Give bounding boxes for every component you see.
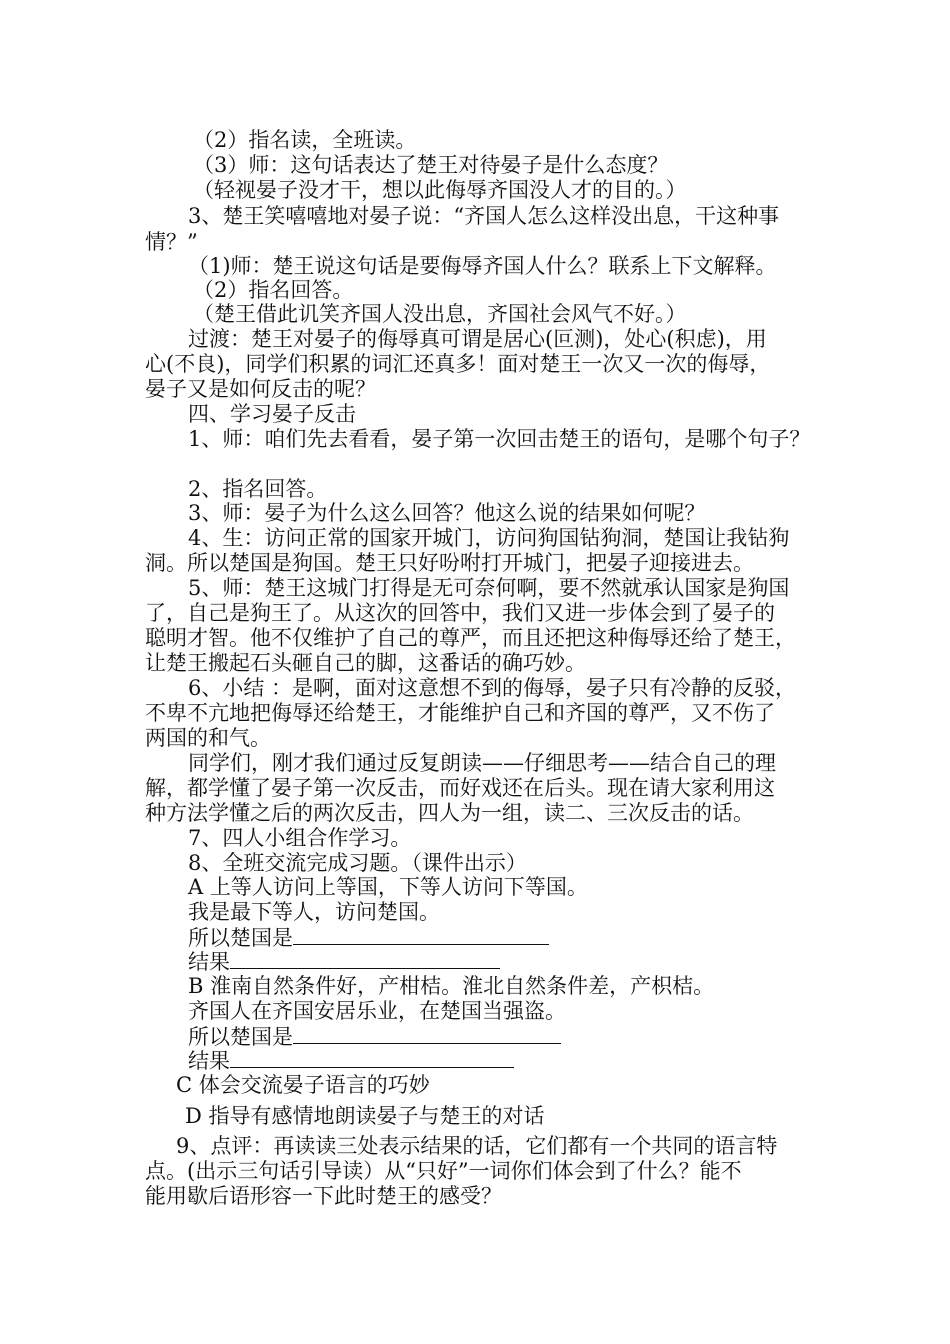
text-line: （3）师：这句话表达了楚王对待晏子是什么态度？	[193, 153, 669, 177]
text-line: （1)师：楚王说这句话是要侮辱齐国人什么？联系上下文解释。	[188, 254, 777, 278]
fill-label: 所以楚国是	[188, 926, 293, 950]
text-line: 4、生：访问正常的国家开城门，访问狗国钻狗洞，楚国让我钻狗	[188, 526, 790, 550]
exercise-b: B 淮南自然条件好，产柑桔。淮北自然条件差，产枳桔。	[188, 974, 715, 998]
text-line: 3、楚王笑嘻嘻地对晏子说：“齐国人怎么这样没出息，干这种事	[188, 204, 780, 228]
text-line: 8、全班交流完成习题。（课件出示）	[188, 851, 527, 875]
text-line: 6、小结 ：是啊，面对这意想不到的侮辱，晏子只有冷静的反驳，	[188, 676, 797, 700]
fill-line	[188, 1047, 514, 1074]
text-line: 点。(出示三句话引导读）从“只好”一词你们体会到了什么？能不	[145, 1159, 742, 1183]
text-line: 心(不良)，同学们积累的词汇还真多！面对楚王一次又一次的侮辱，	[145, 352, 771, 376]
fill-label: 结果	[188, 1049, 230, 1073]
text-line: （楚王借此讥笑齐国人没出息，齐国社会风气不好。）	[193, 302, 687, 326]
text-line: 3、师：晏子为什么这么回答？他这么说的结果如何呢？	[188, 501, 706, 525]
text-line: 我是最下等人，访问楚国。	[188, 900, 440, 924]
section-heading: 四、学习晏子反击	[188, 402, 356, 426]
text-line: （轻视晏子没才干，想以此侮辱齐国没人才的目的。）	[193, 178, 687, 202]
text-line: 聪明才智。他不仅维护了自己的尊严，而且还把这种侮辱还给了楚王，	[145, 626, 796, 650]
text-line: 5、师：楚王这城门打得是无可奈何啊，要不然就承认国家是狗国	[188, 576, 790, 600]
text-line: 两国的和气。	[145, 726, 271, 750]
text-line: 洞。所以楚国是狗国。楚王只好吩咐打开城门，把晏子迎接进去。	[145, 551, 754, 575]
exercise-d: D 指导有感情地朗读晏子与楚王的对话	[185, 1104, 545, 1128]
exercise-c: C 体会交流晏子语言的巧妙	[176, 1073, 430, 1097]
fill-line	[188, 1023, 561, 1050]
answer-blank	[293, 924, 549, 945]
answer-blank	[293, 1023, 561, 1044]
text-line: （2）指名回答。	[193, 278, 354, 302]
text-line: 同学们，刚才我们通过反复朗读——仔细思考——结合自己的理	[188, 751, 776, 775]
exercise-a: A 上等人访问上等国，下等人访问下等国。	[188, 875, 588, 899]
text-line: （2）指名读，全班读。	[193, 128, 417, 152]
text-line: 2、指名回答。	[188, 477, 328, 501]
fill-label: 结果	[188, 950, 230, 974]
text-line: 9、点评：再读读三处表示结果的话，它们都有一个共同的语言特	[176, 1134, 778, 1158]
text-line: 让楚王搬起石头砸自己的脚，这番话的确巧妙。	[145, 651, 586, 675]
text-line: 不卑不亢地把侮辱还给楚王，才能维护自己和齐国的尊严，又不伤了	[145, 701, 775, 725]
fill-label: 所以楚国是	[188, 1025, 293, 1049]
text-line: 1、师：咱们先去看看，晏子第一次回击楚王的语句，是哪个句子？	[188, 427, 811, 451]
text-line: 过渡：楚王对晏子的侮辱真可谓是居心(叵测)，处心(积虑)，用	[188, 327, 767, 351]
fill-line	[188, 948, 500, 975]
text-line: 能用歇后语形容一下此时楚王的感受？	[145, 1184, 502, 1208]
text-line: 种方法学懂之后的两次反击，四人为一组，读二、三次反击的话。	[145, 801, 754, 825]
fill-line	[188, 924, 549, 951]
answer-blank	[230, 1047, 514, 1068]
text-line: 解，都学懂了晏子第一次反击，而好戏还在后头。现在请大家利用这	[145, 776, 775, 800]
text-line: 情？”	[145, 230, 198, 254]
text-line: 了，自己是狗王了。从这次的回答中，我们又进一步体会到了晏子的	[145, 601, 775, 625]
answer-blank	[230, 948, 500, 969]
text-line: 7、四人小组合作学习。	[188, 826, 412, 850]
text-line: 晏子又是如何反击的呢？	[145, 377, 376, 401]
text-line: 齐国人在齐国安居乐业，在楚国当强盗。	[188, 999, 566, 1023]
